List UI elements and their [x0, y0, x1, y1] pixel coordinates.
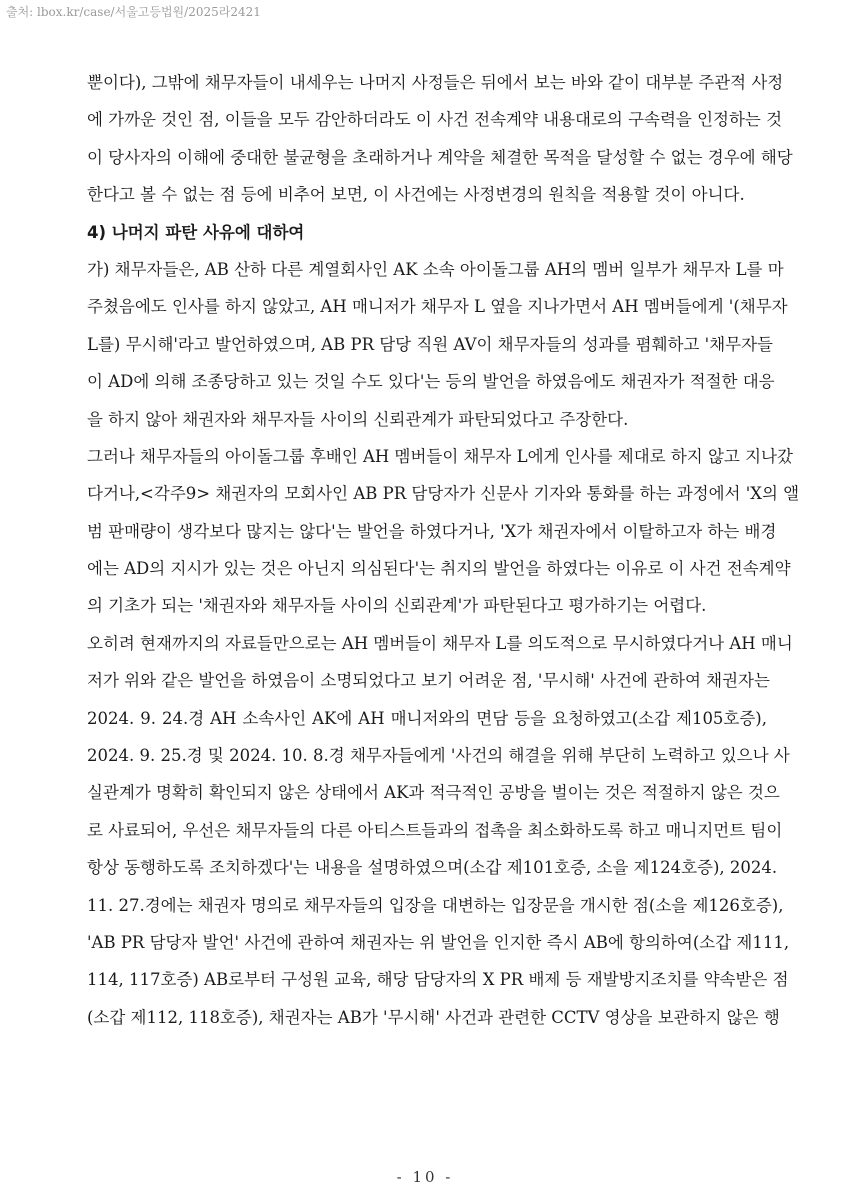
text-line: 실관계가 명확히 확인되지 않은 상태에서 AK과 적극적인 공방을 벌이는 것은 적절하지 않은 것으: [87, 783, 780, 803]
text-line: 한다고 볼 수 없는 점 등에 비추어 보면, 이 사건에는 사정변경의 원칙을 적용할 것이 아니다.: [87, 185, 745, 205]
text-line: (소갑 제112, 118호증), 채권자는 AB가 '무시해' 사건과 관련한 CCTV 영상을 보관하지 않은 행: [87, 1007, 780, 1027]
text-line: 항상 동행하도록 조치하겠다'는 내용을 설명하였으며(소갑 제101호증, 소을 제124호증), 2024.: [87, 858, 778, 878]
document-body: [87, 64, 800, 1036]
text-line: 을 하지 않아 채권자와 채무자들 사이의 신뢰관계가 파탄되었다고 주장한다.: [87, 409, 629, 429]
text-line: 'AB PR 담당자 발언' 사건에 관하여 채권자는 위 발언을 인지한 즉시 AB에 항의하여(소갑 제111,: [87, 932, 790, 952]
text-line: 이 AD에 의해 조종당하고 있는 것일 수도 있다'는 등의 발언을 하였음에도 채권자가 적절한 대응: [87, 372, 775, 392]
text-line: 그러나 채무자들의 아이돌그룹 후배인 AH 멤버들이 채무자 L에게 인사를 제대로 하지 않고 지나갔: [87, 446, 793, 466]
text-line: 이 당사자의 이해에 중대한 불균형을 초래하거나 계약을 체결한 목적을 달성할 수 없는 경우에 해당: [87, 147, 793, 167]
page-number: - 10 -: [396, 1168, 454, 1186]
text-line: 에는 AD의 지시가 있는 것은 아닌지 의심된다'는 취지의 발언을 하였다는 이유로 이 사건 전속계약: [87, 559, 791, 579]
text-line: L를) 무시해'라고 발언하였으며, AB PR 담당 직원 AV이 채무자들의 성과를 폄훼하고 '채무자들: [87, 334, 773, 354]
text-line: 다거나,<각주9> 채권자의 모회사인 AB PR 담당자가 신문사 기자와 통화를 하는 과정에서 'X의 앨: [87, 484, 800, 504]
text-line: 뿐이다), 그밖에 채무자들이 내세우는 나머지 사정들은 뒤에서 보는 바와 같이 대부분 주관적 사정: [87, 73, 784, 92]
text-line: 로 사료되어, 우선은 채무자들의 다른 아티스트들과의 접촉을 최소화하도록 하고 매니지먼트 팀이: [87, 820, 783, 840]
source-label: 출처: lbox.kr/case/서울고등법원/2025라2421: [6, 5, 261, 19]
text-line: 에 가까운 것인 점, 이들을 모두 감안하더라도 이 사건 전속계약 내용대로의 구속력을 인정하는 것: [87, 110, 783, 130]
text-line: 가) 채무자들은, AB 산하 다른 계열회사인 AK 소속 아이돌그룹 AH의 멤버 일부가 채무자 L를 마: [87, 259, 784, 279]
text-line: 의 기초가 되는 '채권자와 채무자들 사이의 신뢰관계'가 파탄된다고 평가하기는 어렵다.: [87, 596, 707, 616]
text-line: 2024. 9. 25.경 및 2024. 10. 8.경 채무자들에게 '사건의 해결을 위해 부단히 노력하고 있으나 사: [87, 746, 790, 766]
text-line: 범 판매량이 생각보다 많지는 않다'는 발언을 하였다거나, 'X가 채권자에서 이탈하고자 하는 배경: [87, 521, 777, 541]
text-line: 주쳤음에도 인사를 하지 않았고, AH 매니저가 채무자 L 옆을 지나가면서 AH 멤버들에게 '(채무자: [87, 297, 788, 317]
section-heading: 4) 나머지 파탄 사유에 대하여: [87, 222, 305, 242]
text-line: 2024. 9. 24.경 AH 소속사인 AK에 AH 매니저와의 면담 등을 요청하였고(소갑 제105호증),: [87, 708, 767, 728]
text-line: 114, 117호증) AB로부터 구성원 교육, 해당 담당자의 X PR 배제 등 재발방지조치를 약속받은 점: [87, 970, 789, 990]
text-line: 오히려 현재까지의 자료들만으로는 AH 멤버들이 채무자 L를 의도적으로 무시하였다거나 AH 매니: [87, 633, 793, 653]
text-line: 11. 27.경에는 채권자 명의로 채무자들의 입장을 대변하는 입장문을 개시한 점(소을 제126호증),: [87, 895, 784, 915]
text-line: 저가 위와 같은 발언을 하였음이 소명되었다고 보기 어려운 점, '무시해' 사건에 관하여 채권자는: [87, 671, 770, 691]
